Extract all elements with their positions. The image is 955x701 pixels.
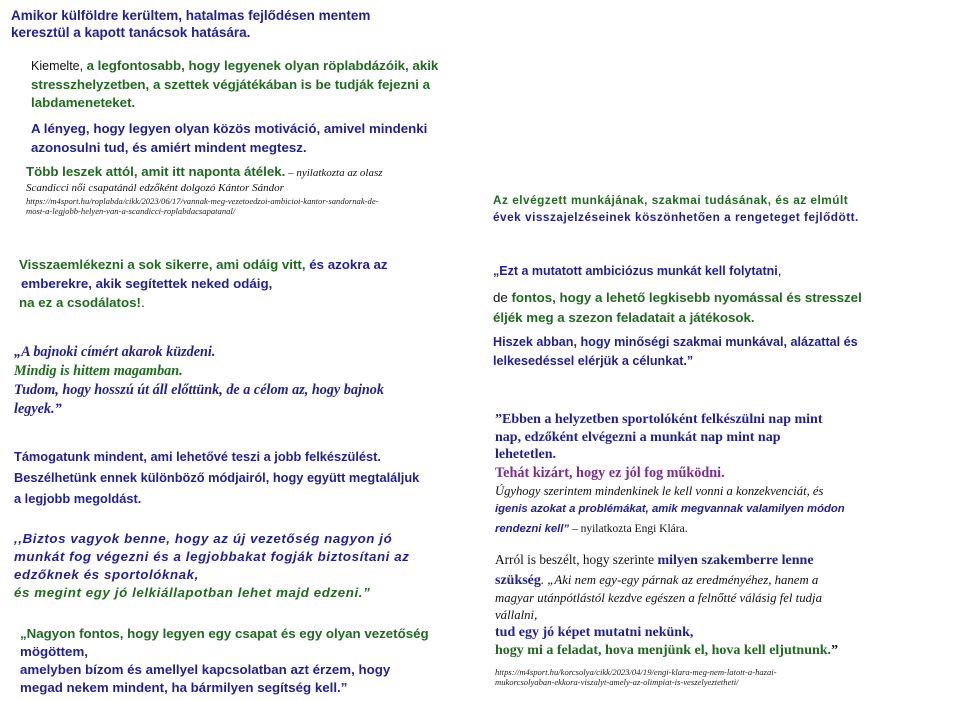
attribution-text: – nyilatkozta Engi Klára. <box>569 523 688 535</box>
text-span: na ez a csodálatos! <box>19 295 141 310</box>
highlight-text: a legfontosabb, hogy legyenek olyan röplabdázóik, akik <box>86 58 439 73</box>
text-span: de <box>493 290 512 305</box>
text-line: Amikor külföldre kerültem, hatalmas fejlődésen mentem <box>11 8 371 23</box>
source-link[interactable]: mukorcsolyaban-ekkora-viszalyt-amely-az-olimpiat-is-veszelyeztetheti/ <box>495 677 739 687</box>
text-line: Az elvégzett munkájának, szakmai tudásának, és az elmúlt <box>493 193 849 207</box>
source-link[interactable]: https://m4sport.hu/korcsolya/cikk/2023/04/19/engi-klara-meg-nem-latott-a-hazai- <box>495 667 777 677</box>
text-line: vállalni, <box>495 608 538 622</box>
quote-block-kantor <box>26 163 383 216</box>
quote-block-championship <box>14 343 384 419</box>
text-line <box>495 519 845 538</box>
text-line: Támogatunk mindent, ami lehetővé teszi a jobb felkészülést. <box>14 449 381 464</box>
text-line <box>19 256 388 275</box>
text-span: Arról is beszélt, hogy szerinte <box>495 552 658 567</box>
text-line <box>19 294 388 313</box>
text-line: keresztül a kapott tanácsok hatására. <box>11 25 251 40</box>
text-span: ” <box>831 643 839 658</box>
text-line: Mindig is hittem magamban. <box>14 363 183 379</box>
text-line: éljék meg a szezon feladatait a játékosok. <box>493 310 755 325</box>
text-span: , <box>777 263 782 278</box>
text-line: amelyben bízom és amellyel kapcsolatban azt érzem, hogy <box>20 662 391 677</box>
text-span: . „Aki nem egy-egy párnak az eredményéhez, hanem a <box>540 573 819 587</box>
text-line: Beszélhetünk ennek különböző módjairól, hogy együtt megtaláljuk <box>14 470 420 485</box>
quote-block-development <box>493 192 859 225</box>
text-line: megad nekem mindent, ha bármilyen segítség kell.” <box>20 680 348 695</box>
text-line: nap, edzőként elvégezni a munkát nap mint nap <box>495 430 781 445</box>
text-line: Tehát kizárt, hogy ez jól fog működni. <box>495 465 725 481</box>
text-line <box>495 551 838 570</box>
text-span: és azokra az <box>309 257 388 272</box>
source-link[interactable]: https://m4sport.hu/roplabda/cikk/2023/06/17/vannak-meg-vezetoedzoi-ambicioi-kantor-sandornak-de- <box>26 196 379 206</box>
text-line: „Nagyon fontos, hogy legyen egy csapat és egy olyan vezetőség <box>20 626 429 641</box>
quote-text: Több leszek attól, amit itt naponta átélek. <box>26 164 286 179</box>
quote-block-abroad <box>11 7 370 41</box>
text-line: Hiszek abban, hogy minőségi szakmai munkával, alázattal és <box>493 335 858 349</box>
text-span: rendezni kell” <box>495 523 570 535</box>
text-line: emberekre, akik segítettek neked odáig, <box>21 275 273 291</box>
text-span: fontos, hogy a lehető legkisebb nyomással és stresszel <box>511 290 862 305</box>
text-line: mögöttem, <box>20 644 88 659</box>
text-span: „Ezt a mutatott ambiciózus munkát kell folytatni <box>493 264 778 278</box>
quote-block-kiemelte <box>31 57 438 113</box>
quote-block-expert <box>495 551 838 687</box>
text-line: Tudom, hogy hosszú út áll előttünk, de a célom az, hogy bajnok <box>14 382 384 398</box>
text-line: „A bajnoki címért akarok küzdeni. <box>14 344 216 360</box>
text-line: edzőknek és sportolóknak, <box>14 567 199 582</box>
text-span: Visszaemlékezni a sok sikerre, ami odáig vitt, <box>19 257 310 272</box>
text-span: szükség <box>495 573 541 588</box>
text-line: stresszhelyzetben, a szettek végjátékában is be tudják fejezni a <box>31 76 431 92</box>
text-line: legyek.” <box>14 401 62 417</box>
text-line: évek visszajelzéseinek köszönhetően a rengeteget fejlődött. <box>493 209 859 224</box>
text-line: A lényeg, hogy legyen olyan közös motiváció, amivel mindenki <box>31 121 428 136</box>
text-line: ,,Biztos vagyok benne, hogy az új vezetőség nagyon jó <box>14 531 393 546</box>
quote-block-ambition <box>493 261 862 371</box>
quote-block-motivation <box>31 120 427 157</box>
text-line: lelkesedéssel elérjük a célunkat.” <box>493 354 694 368</box>
quote-block-leadership <box>14 530 410 602</box>
attribution-text: – nyilatkozta az olasz <box>285 167 383 179</box>
text-line: labdameneteket. <box>31 95 136 110</box>
quote-block-memories <box>19 256 388 313</box>
text-line <box>493 287 862 308</box>
quote-block-team <box>20 625 429 697</box>
text-line: igenis azokat a problémákat, amik megvannak valamilyen módon <box>495 503 845 515</box>
text-line: a legjobb megoldást. <box>14 491 142 506</box>
text-line <box>493 261 862 281</box>
text-line <box>31 57 438 76</box>
text-span: . <box>140 295 145 310</box>
text-line: azonosulni tud, és amiért mindent megtesz. <box>31 139 307 155</box>
intro-text: Kiemelte, <box>31 59 87 73</box>
text-line: magyar utánpótlástól kezdve egészen a felnőtté válásig fel tudja <box>495 591 822 605</box>
attribution-text: Scandicci női csapatánál edzőként dolgozó Kántor Sándor <box>26 182 284 194</box>
text-line: ”Ebben a helyzetben sportolóként felkészülni nap mint <box>495 412 823 427</box>
text-line: munkát fog végezni és a legjobbakat fogják biztosítani az <box>14 549 410 564</box>
text-span: hogy mi a feladat, hova menjünk el, hova kell eljutnunk. <box>495 643 832 658</box>
text-span: milyen szakemberre lenne <box>657 553 814 568</box>
text-line: tud egy jó képet mutatni nekünk, <box>495 625 694 640</box>
text-line: és megint egy jó lelkiállapotban lehet majd edzeni.” <box>14 585 371 600</box>
text-line: Úgyhogy szerintem mindenkinek le kell vonni a konzekvenciát, és <box>495 484 824 498</box>
text-line <box>495 570 838 590</box>
source-link[interactable]: most-a-legjobb-helyen-van-a-scandicci-roplabdacsapatanal/ <box>26 206 236 216</box>
quote-block-engi <box>495 410 845 538</box>
text-line <box>26 163 383 182</box>
text-line <box>495 641 838 660</box>
text-line: lehetetlen. <box>495 447 557 462</box>
quote-block-support <box>14 446 419 509</box>
